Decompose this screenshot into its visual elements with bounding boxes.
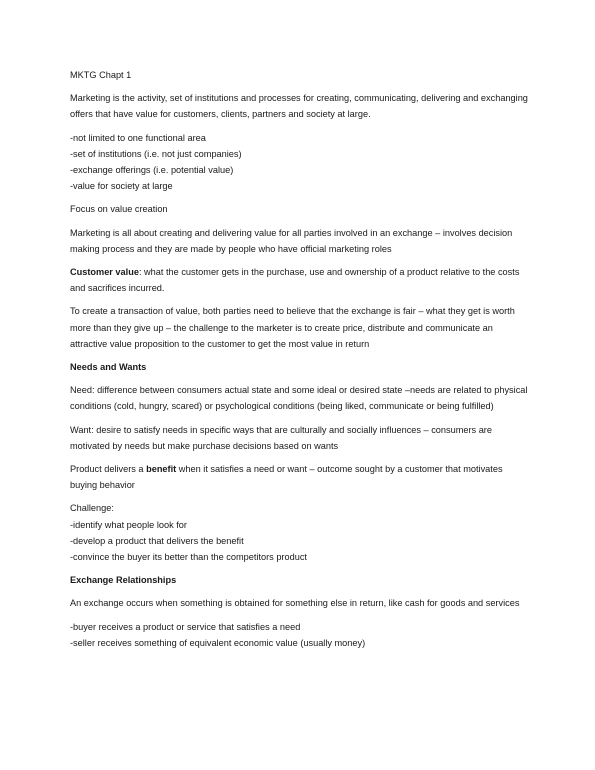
value-paragraph: Marketing is all about creating and delivering value for all parties involved in an exchange – involves decision making process and they are made by people who have official marketing roles — [70, 227, 513, 254]
list-item: -develop a product that delivers the benefit — [70, 535, 244, 546]
exchange-paragraph: An exchange occurs when something is obtained for something else in return, like cash for goods and services — [70, 598, 520, 609]
benefit-term: benefit — [146, 464, 177, 475]
list-item: -seller receives something of equivalent economic value (usually money) — [70, 637, 366, 648]
definition-points-list — [70, 130, 530, 195]
list-item: -convince the buyer its better than the competitors product — [70, 552, 307, 563]
section-heading-needs-wants: Needs and Wants — [70, 362, 147, 373]
benefit-text-after: when it satisfies a need or want – outcome sought by a customer that motivates buying behavior — [70, 464, 503, 491]
want-paragraph: Want: desire to satisfy needs in specific ways that are culturally and socially influences – consumers are motivated by needs but make purchase decisions based on wants — [70, 424, 492, 451]
benefit-text-before: Product delivers a — [70, 464, 147, 475]
section-heading-exchange: Exchange Relationships — [70, 575, 177, 586]
list-item: -not limited to one functional area — [70, 132, 206, 143]
challenge-label: Challenge: — [70, 503, 114, 514]
transaction-paragraph: To create a transaction of value, both parties need to believe that the exchange is fair – what they get is worth more than they give up – the challenge to the marketer is to create price, distribute and communicate an attractive value proposition to the customer to get the most value in return — [70, 306, 515, 349]
list-item: -value for society at large — [70, 181, 173, 192]
challenge-list — [70, 500, 530, 565]
list-item: -buyer receives a product or service that satisfies a need — [70, 621, 301, 632]
benefit-paragraph — [70, 461, 530, 493]
focus-statement: Focus on value creation — [70, 204, 168, 215]
list-item: -exchange offerings (i.e. potential value) — [70, 165, 234, 176]
list-item: -set of institutions (i.e. not just companies) — [70, 148, 242, 159]
document-body — [70, 67, 530, 658]
marketing-definition: Marketing is the activity, set of institutions and processes for creating, communicating, delivering and exchanging offers that have value for customers, clients, partners and society at large. — [70, 93, 528, 120]
customer-value-paragraph — [70, 264, 530, 296]
customer-value-term: Customer value — [70, 267, 139, 278]
document-title: MKTG Chapt 1 — [70, 70, 132, 80]
exchange-points-list — [70, 619, 530, 651]
list-item: -identify what people look for — [70, 519, 187, 530]
customer-value-text: : what the customer gets in the purchase, use and ownership of a product relative to the costs and sacrifices incurred. — [70, 267, 520, 294]
need-paragraph: Need: difference between consumers actual state and some ideal or desired state –needs are related to physical conditions (cold, hungry, scared) or psychological conditions (being liked, communicate or being fulfilled) — [70, 385, 528, 412]
